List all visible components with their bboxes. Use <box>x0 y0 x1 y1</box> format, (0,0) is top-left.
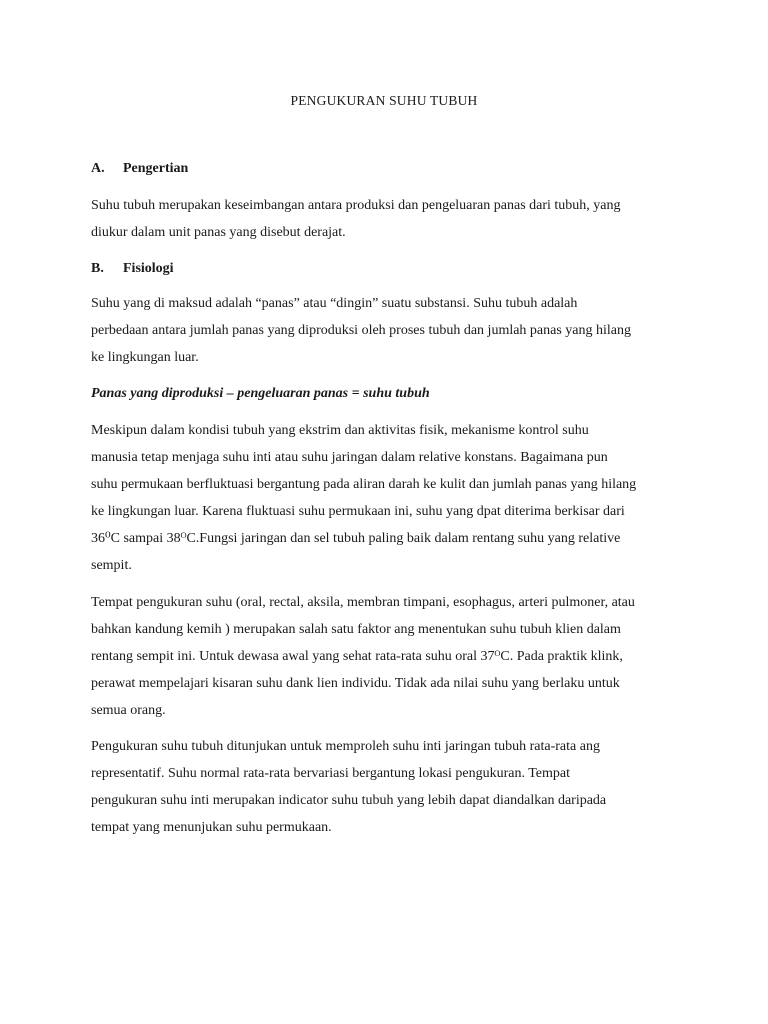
section-b-paragraph-4 <box>91 733 691 841</box>
section-a-heading <box>91 161 188 177</box>
section-a-paragraph <box>91 192 691 246</box>
paragraph-line: ke lingkungan luar. Karena fluktuasi suhu permukaan ini, suhu yang dpat diterima berkisar dari <box>91 504 625 519</box>
paragraph-line: representatif. Suhu normal rata-rata bervariasi bergantung lokasi pengukuran. Tempat <box>91 766 571 781</box>
section-b-paragraph-1 <box>91 290 691 371</box>
paragraph-line: Pengukuran suhu tubuh ditunjukan untuk memproleh suhu inti jaringan tubuh rata-rata ang <box>91 739 600 754</box>
paragraph-line: suhu permukaan berfluktuasi bergantung pada aliran darah ke kulit dan jumlah panas yang hilang <box>91 477 637 492</box>
section-b-heading <box>91 261 174 277</box>
paragraph-line: bahkan kandung kemih ) merupakan salah satu faktor ang menentukan suhu tubuh klien dalam <box>91 622 621 637</box>
paragraph-line: perbedaan antara jumlah panas yang diproduksi oleh proses tubuh dan jumlah panas yang hilang <box>91 323 632 338</box>
paragraph-line: manusia tetap menjaga suhu inti atau suhu jaringan dalam relative konstans. Bagaimana pun <box>91 450 608 465</box>
paragraph-line: ke lingkungan luar. <box>91 350 199 365</box>
paragraph-line: sempit. <box>91 558 132 573</box>
section-a-title: Pengertian <box>123 161 189 176</box>
paragraph-line: Tempat pengukuran suhu (oral, rectal, aksila, membran timpani, esophagus, arteri pulmoner, atau <box>91 595 635 610</box>
section-b-title: Fisiologi <box>123 261 174 276</box>
paragraph-line: 36⁰C sampai 38ᴼC.Fungsi jaringan dan sel tubuh paling baik dalam rentang suhu yang relative <box>91 531 621 546</box>
paragraph-line: Meskipun dalam kondisi tubuh yang ekstrim dan aktivitas fisik, mekanisme kontrol suhu <box>91 423 589 438</box>
paragraph-line: Suhu tubuh merupakan keseimbangan antara produksi dan pengeluaran panas dari tubuh, yang <box>91 198 621 213</box>
formula-line: Panas yang diproduksi – pengeluaran panas = suhu tubuh <box>91 386 430 401</box>
paragraph-line: pengukuran suhu inti merupakan indicator suhu tubuh yang lebih dapat diandalkan daripada <box>91 793 607 808</box>
document-title: PENGUKURAN SUHU TUBUH <box>290 93 478 108</box>
section-a-letter: A. <box>91 161 105 176</box>
section-b-paragraph-2 <box>91 417 691 579</box>
paragraph-line: Suhu yang di maksud adalah “panas” atau “dingin” suatu substansi. Suhu tubuh adalah <box>91 296 578 311</box>
paragraph-line: tempat yang menunjukan suhu permukaan. <box>91 820 332 835</box>
paragraph-line: perawat mempelajari kisaran suhu dank lien individu. Tidak ada nilai suhu yang berlaku untuk <box>91 676 620 691</box>
paragraph-line: semua orang. <box>91 703 166 718</box>
paragraph-line: rentang sempit ini. Untuk dewasa awal yang sehat rata-rata suhu oral 37ᴼC. Pada praktik klink, <box>91 649 623 664</box>
paragraph-line: diukur dalam unit panas yang disebut derajat. <box>91 225 346 240</box>
section-b-paragraph-3 <box>91 589 691 724</box>
section-b-letter: B. <box>91 261 104 276</box>
